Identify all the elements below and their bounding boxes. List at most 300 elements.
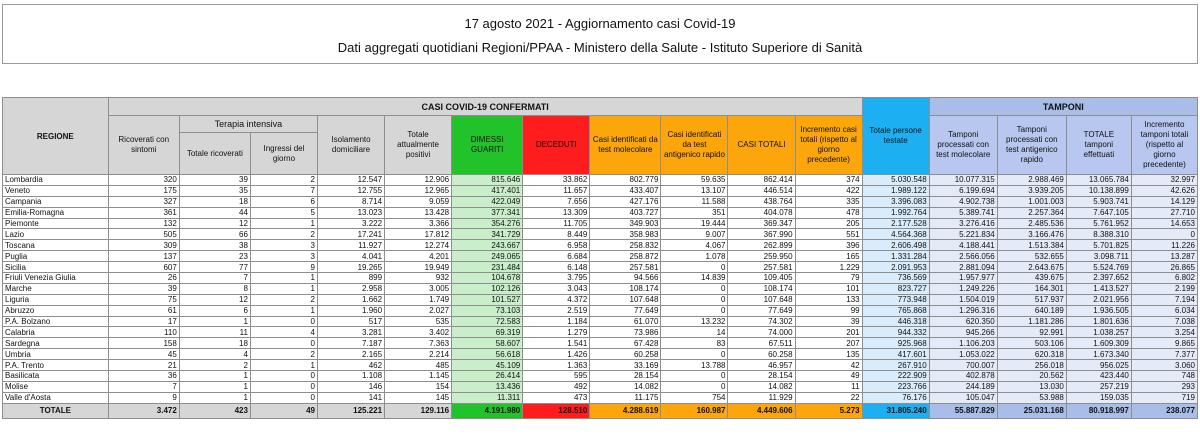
col-header-guariti: DIMESSI GUARITI <box>452 116 523 175</box>
cell-incremento: 1.229 <box>795 262 862 273</box>
cell-incremento: 205 <box>795 218 862 229</box>
cell-positivi: 3.005 <box>385 283 452 294</box>
cell-tamponi-molecolare: 6.199.694 <box>929 185 997 196</box>
cell-molecolare: 94.566 <box>590 273 661 284</box>
cell-casi-totali: 109.405 <box>728 273 795 284</box>
cell-casi-totali: 74.000 <box>728 327 795 338</box>
cell-isolamento: 3.222 <box>317 218 384 229</box>
cell-incremento: 135 <box>795 349 862 360</box>
col-header-tamponi-antigenico: Tamponi processati con test antigenico rapido <box>997 116 1066 175</box>
cell-incremento: 39 <box>795 316 862 327</box>
totals-label: TOTALE <box>3 403 109 418</box>
cell-molecolare: 349.903 <box>590 218 661 229</box>
col-header-testate: Totale persone testate <box>862 98 929 175</box>
cell-tamponi-molecolare: 1.504.019 <box>929 294 997 305</box>
total-tamponi-antigenico: 25.031.168 <box>997 403 1066 418</box>
cell-tamponi-antigenico: 640.189 <box>997 305 1066 316</box>
cell-antigenico: 754 <box>661 392 728 403</box>
cell-ricoverati: 7 <box>108 381 179 392</box>
cell-molecolare: 257.581 <box>590 262 661 273</box>
cell-deceduti: 6.148 <box>523 262 590 273</box>
cell-casi-totali: 862.414 <box>728 175 795 186</box>
cell-tamponi-molecolare: 1.106.203 <box>929 338 997 349</box>
cell-regione: Valle d'Aosta <box>3 392 109 403</box>
cell-deceduti: 11.657 <box>523 185 590 196</box>
cell-ricoverati: 39 <box>108 283 179 294</box>
cell-regione: Veneto <box>3 185 109 196</box>
cell-casi-totali: 107.648 <box>728 294 795 305</box>
cell-incremento: 396 <box>795 240 862 251</box>
cell-positivi: 2.027 <box>385 305 452 316</box>
cell-deceduti: 6.684 <box>523 251 590 262</box>
cell-tamponi-totale: 1.936.505 <box>1066 305 1131 316</box>
cell-regione: Friuli Venezia Giulia <box>3 273 109 284</box>
cell-tamponi-molecolare: 620.350 <box>929 316 997 327</box>
cell-guariti: 13.436 <box>452 381 523 392</box>
cell-molecolare: 73.986 <box>590 327 661 338</box>
cell-regione: Basilicata <box>3 371 109 382</box>
cell-deceduti: 595 <box>523 371 590 382</box>
cell-tamponi-incremento: 7.377 <box>1131 349 1197 360</box>
cell-deceduti: 3.043 <box>523 283 590 294</box>
cell-tamponi-molecolare: 2.566.056 <box>929 251 997 262</box>
cell-tamponi-totale: 5.524.769 <box>1066 262 1131 273</box>
cell-deceduti: 1.184 <box>523 316 590 327</box>
cell-isolamento: 2.165 <box>317 349 384 360</box>
cell-regione: Sardegna <box>3 338 109 349</box>
cell-casi-totali: 74.302 <box>728 316 795 327</box>
cell-ricoverati: 158 <box>108 338 179 349</box>
cell-ricoverati: 9 <box>108 392 179 403</box>
cell-casi-totali: 60.258 <box>728 349 795 360</box>
cell-tamponi-totale: 10.138.899 <box>1066 185 1131 196</box>
cell-testate: 4.564.368 <box>862 229 929 240</box>
cell-incremento: 422 <box>795 185 862 196</box>
cell-antigenico: 14 <box>661 327 728 338</box>
cell-ingressi: 1 <box>250 283 317 294</box>
cell-deceduti: 4.372 <box>523 294 590 305</box>
cell-tamponi-incremento: 9.865 <box>1131 338 1197 349</box>
cell-tamponi-totale: 2.021.956 <box>1066 294 1131 305</box>
cell-tamponi-totale: 423.440 <box>1066 371 1131 382</box>
total-testate: 31.805.240 <box>862 403 929 418</box>
cell-antigenico: 13.232 <box>661 316 728 327</box>
cell-casi-totali: 108.174 <box>728 283 795 294</box>
cell-testate: 944.332 <box>862 327 929 338</box>
cell-testate: 2.606.498 <box>862 240 929 251</box>
cell-ingressi: 0 <box>250 371 317 382</box>
cell-incremento: 79 <box>795 273 862 284</box>
cell-testate: 823.727 <box>862 283 929 294</box>
cell-testate: 925.968 <box>862 338 929 349</box>
cell-tamponi-antigenico: 517.937 <box>997 294 1066 305</box>
cell-antigenico: 0 <box>661 262 728 273</box>
cell-tamponi-incremento: 32.997 <box>1131 175 1197 186</box>
cell-tamponi-antigenico: 620.318 <box>997 349 1066 360</box>
cell-ricoverati: 361 <box>108 207 179 218</box>
total-incremento: 5.273 <box>795 403 862 418</box>
cell-positivi: 3.402 <box>385 327 452 338</box>
cell-guariti: 377.341 <box>452 207 523 218</box>
cell-casi-totali: 404.078 <box>728 207 795 218</box>
cell-molecolare: 67.428 <box>590 338 661 349</box>
cell-tamponi-antigenico: 2.485.536 <box>997 218 1066 229</box>
cell-guariti: 231.484 <box>452 262 523 273</box>
cell-tamponi-totale: 1.673.340 <box>1066 349 1131 360</box>
cell-deceduti: 473 <box>523 392 590 403</box>
cell-testate: 417.601 <box>862 349 929 360</box>
cell-positivi: 12.906 <box>385 175 452 186</box>
cell-incremento: 133 <box>795 294 862 305</box>
table-row <box>3 218 1198 229</box>
cell-testate: 2.177.528 <box>862 218 929 229</box>
table-row <box>3 349 1198 360</box>
cell-positivi: 19.949 <box>385 262 452 273</box>
cell-isolamento: 462 <box>317 360 384 371</box>
cell-antigenico: 351 <box>661 207 728 218</box>
cell-antigenico: 0 <box>661 381 728 392</box>
cell-ingressi: 3 <box>250 240 317 251</box>
cell-casi-totali: 262.899 <box>728 240 795 251</box>
cell-antigenico: 0 <box>661 305 728 316</box>
cell-casi-totali: 446.514 <box>728 185 795 196</box>
cell-ingressi: 1 <box>250 218 317 229</box>
cell-totale-ricoverati: 44 <box>179 207 250 218</box>
cell-tamponi-totale: 3.098.711 <box>1066 251 1131 262</box>
cell-guariti: 243.667 <box>452 240 523 251</box>
cell-guariti: 45.109 <box>452 360 523 371</box>
cell-totale-ricoverati: 1 <box>179 371 250 382</box>
total-casi-totali: 4.449.606 <box>728 403 795 418</box>
cell-positivi: 12.274 <box>385 240 452 251</box>
total-molecolare: 4.288.619 <box>590 403 661 418</box>
cell-totale-ricoverati: 1 <box>179 381 250 392</box>
cell-tamponi-incremento: 13.287 <box>1131 251 1197 262</box>
cell-tamponi-incremento: 3.060 <box>1131 360 1197 371</box>
cell-totale-ricoverati: 2 <box>179 360 250 371</box>
cell-ricoverati: 505 <box>108 229 179 240</box>
cell-ricoverati: 132 <box>108 218 179 229</box>
cell-ingressi: 1 <box>250 360 317 371</box>
col-header-molecolare: Casi identificati da test molecolare <box>590 116 661 175</box>
cell-tamponi-molecolare: 5.221.834 <box>929 229 997 240</box>
cell-ingressi: 0 <box>250 316 317 327</box>
table-row <box>3 327 1198 338</box>
cell-regione: Lazio <box>3 229 109 240</box>
cell-regione: Emilia-Romagna <box>3 207 109 218</box>
cell-testate: 223.766 <box>862 381 929 392</box>
cell-isolamento: 2.958 <box>317 283 384 294</box>
cell-totale-ricoverati: 39 <box>179 175 250 186</box>
cell-tamponi-totale: 2.397.652 <box>1066 273 1131 284</box>
cell-guariti: 58.607 <box>452 338 523 349</box>
cell-tamponi-antigenico: 53.988 <box>997 392 1066 403</box>
cell-regione: Puglia <box>3 251 109 262</box>
cell-tamponi-antigenico: 3.166.476 <box>997 229 1066 240</box>
cell-isolamento: 141 <box>317 392 384 403</box>
cell-antigenico: 0 <box>661 294 728 305</box>
cell-totale-ricoverati: 38 <box>179 240 250 251</box>
cell-isolamento: 3.281 <box>317 327 384 338</box>
cell-deceduti: 8.449 <box>523 229 590 240</box>
cell-guariti: 249.065 <box>452 251 523 262</box>
cell-positivi: 932 <box>385 273 452 284</box>
cell-ricoverati: 309 <box>108 240 179 251</box>
cell-tamponi-totale: 956.025 <box>1066 360 1131 371</box>
cell-testate: 1.331.284 <box>862 251 929 262</box>
table-row <box>3 305 1198 316</box>
cell-ingressi: 0 <box>250 381 317 392</box>
cell-guariti: 56.618 <box>452 349 523 360</box>
cell-tamponi-antigenico: 13.030 <box>997 381 1066 392</box>
cell-incremento: 165 <box>795 251 862 262</box>
cell-isolamento: 4.041 <box>317 251 384 262</box>
table-row <box>3 251 1198 262</box>
cell-positivi: 12.965 <box>385 185 452 196</box>
cell-ricoverati: 45 <box>108 349 179 360</box>
cell-tamponi-molecolare: 1.249.226 <box>929 283 997 294</box>
cell-antigenico: 11.588 <box>661 196 728 207</box>
cell-deceduti: 1.279 <box>523 327 590 338</box>
cell-tamponi-molecolare: 10.077.315 <box>929 175 997 186</box>
cell-deceduti: 1.363 <box>523 360 590 371</box>
cell-ricoverati: 21 <box>108 360 179 371</box>
cell-molecolare: 258.872 <box>590 251 661 262</box>
cell-ingressi: 5 <box>250 207 317 218</box>
cell-totale-ricoverati: 12 <box>179 218 250 229</box>
cell-guariti: 422.049 <box>452 196 523 207</box>
cell-tamponi-incremento: 11.226 <box>1131 240 1197 251</box>
col-header-casi-totali: CASI TOTALI <box>728 116 795 175</box>
cell-guariti: 102.126 <box>452 283 523 294</box>
band-casi-confermati: CASI COVID-19 CONFERMATI <box>108 98 862 116</box>
col-header-totale-ricoverati: Totale ricoverati <box>179 133 250 175</box>
cell-tamponi-incremento: 14.129 <box>1131 196 1197 207</box>
cell-positivi: 7.363 <box>385 338 452 349</box>
cell-tamponi-incremento: 293 <box>1131 381 1197 392</box>
cell-positivi: 3.366 <box>385 218 452 229</box>
cell-ingressi: 9 <box>250 262 317 273</box>
cell-tamponi-totale: 1.413.527 <box>1066 283 1131 294</box>
cell-antigenico: 83 <box>661 338 728 349</box>
cell-positivi: 1.749 <box>385 294 452 305</box>
cell-ingressi: 2 <box>250 294 317 305</box>
cell-molecolare: 107.648 <box>590 294 661 305</box>
cell-incremento: 42 <box>795 360 862 371</box>
table-row <box>3 273 1198 284</box>
col-header-incremento: Incremento casi totali (rispetto al giorno precedente) <box>795 116 862 175</box>
cell-ricoverati: 17 <box>108 316 179 327</box>
cell-tamponi-incremento: 14.653 <box>1131 218 1197 229</box>
cell-tamponi-totale: 1.801.636 <box>1066 316 1131 327</box>
cell-antigenico: 0 <box>661 371 728 382</box>
cell-totale-ricoverati: 4 <box>179 349 250 360</box>
cell-isolamento: 12.755 <box>317 185 384 196</box>
cell-molecolare: 358.983 <box>590 229 661 240</box>
cell-deceduti: 7.656 <box>523 196 590 207</box>
cell-guariti: 11.311 <box>452 392 523 403</box>
cell-regione: Liguria <box>3 294 109 305</box>
cell-incremento: 11 <box>795 381 862 392</box>
cell-totale-ricoverati: 6 <box>179 305 250 316</box>
cell-deceduti: 13.309 <box>523 207 590 218</box>
cell-tamponi-totale: 7.647.105 <box>1066 207 1131 218</box>
cell-deceduti: 3.795 <box>523 273 590 284</box>
cell-casi-totali: 77.649 <box>728 305 795 316</box>
col-header-isolamento: Isolamento domiciliare <box>317 116 384 175</box>
col-header-ricoverati: Ricoverati con sintomi <box>108 116 179 175</box>
cell-guariti: 341.729 <box>452 229 523 240</box>
cell-guariti: 417.401 <box>452 185 523 196</box>
total-antigenico: 160.987 <box>661 403 728 418</box>
cell-isolamento: 8.714 <box>317 196 384 207</box>
cell-antigenico: 19.444 <box>661 218 728 229</box>
cell-regione: Lombardia <box>3 175 109 186</box>
cell-tamponi-incremento: 42.626 <box>1131 185 1197 196</box>
cell-antigenico: 4.067 <box>661 240 728 251</box>
cell-deceduti: 492 <box>523 381 590 392</box>
cell-regione: Campania <box>3 196 109 207</box>
cell-isolamento: 1.662 <box>317 294 384 305</box>
cell-ricoverati: 26 <box>108 273 179 284</box>
cell-antigenico: 59.635 <box>661 175 728 186</box>
table-row <box>3 229 1198 240</box>
cell-totale-ricoverati: 1 <box>179 392 250 403</box>
table-row <box>3 338 1198 349</box>
cell-tamponi-totale: 5.903.741 <box>1066 196 1131 207</box>
cell-tamponi-antigenico: 532.655 <box>997 251 1066 262</box>
cell-positivi: 485 <box>385 360 452 371</box>
table-row <box>3 392 1198 403</box>
cell-molecolare: 33.169 <box>590 360 661 371</box>
cell-ingressi: 2 <box>250 349 317 360</box>
cell-totale-ricoverati: 77 <box>179 262 250 273</box>
cell-casi-totali: 438.764 <box>728 196 795 207</box>
cell-tamponi-incremento: 2.199 <box>1131 283 1197 294</box>
table-row <box>3 185 1198 196</box>
total-tamponi-molecolare: 55.887.829 <box>929 403 997 418</box>
cell-tamponi-molecolare: 244.189 <box>929 381 997 392</box>
cell-tamponi-incremento: 3.254 <box>1131 327 1197 338</box>
cell-isolamento: 1.108 <box>317 371 384 382</box>
cell-antigenico: 13.107 <box>661 185 728 196</box>
cell-isolamento: 517 <box>317 316 384 327</box>
cell-isolamento: 899 <box>317 273 384 284</box>
cell-ingressi: 4 <box>250 327 317 338</box>
cell-tamponi-molecolare: 2.881.094 <box>929 262 997 273</box>
cell-molecolare: 11.175 <box>590 392 661 403</box>
cell-positivi: 13.428 <box>385 207 452 218</box>
cell-isolamento: 7.187 <box>317 338 384 349</box>
cell-guariti: 101.527 <box>452 294 523 305</box>
cell-totale-ricoverati: 7 <box>179 273 250 284</box>
cell-ricoverati: 36 <box>108 371 179 382</box>
cell-regione: Marche <box>3 283 109 294</box>
table-row <box>3 175 1198 186</box>
cell-tamponi-molecolare: 1.957.977 <box>929 273 997 284</box>
cell-molecolare: 61.070 <box>590 316 661 327</box>
cell-tamponi-totale: 257.219 <box>1066 381 1131 392</box>
cell-tamponi-antigenico: 256.018 <box>997 360 1066 371</box>
cell-positivi: 17.812 <box>385 229 452 240</box>
cell-testate: 736.569 <box>862 273 929 284</box>
cell-isolamento: 13.023 <box>317 207 384 218</box>
total-positivi: 129.116 <box>385 403 452 418</box>
cell-regione: Abruzzo <box>3 305 109 316</box>
cell-testate: 773.948 <box>862 294 929 305</box>
cell-ricoverati: 327 <box>108 196 179 207</box>
cell-testate: 2.091.953 <box>862 262 929 273</box>
cell-isolamento: 1.960 <box>317 305 384 316</box>
subheader-terapia-intensiva: Terapia intensiva <box>179 116 317 133</box>
cell-antigenico: 13.788 <box>661 360 728 371</box>
cell-tamponi-molecolare: 1.296.316 <box>929 305 997 316</box>
cell-tamponi-antigenico: 164.301 <box>997 283 1066 294</box>
cell-casi-totali: 67.511 <box>728 338 795 349</box>
cell-tamponi-molecolare: 402.878 <box>929 371 997 382</box>
cell-positivi: 145 <box>385 392 452 403</box>
cell-guariti: 73.103 <box>452 305 523 316</box>
cell-deceduti: 6.958 <box>523 240 590 251</box>
cell-deceduti: 33.862 <box>523 175 590 186</box>
col-header-regione: REGIONE <box>3 98 109 175</box>
cell-isolamento: 146 <box>317 381 384 392</box>
cell-tamponi-molecolare: 700.007 <box>929 360 997 371</box>
cell-deceduti: 2.519 <box>523 305 590 316</box>
cell-tamponi-totale: 5.761.952 <box>1066 218 1131 229</box>
cell-antigenico: 1.078 <box>661 251 728 262</box>
cell-regione: Toscana <box>3 240 109 251</box>
table-row <box>3 196 1198 207</box>
table-row <box>3 360 1198 371</box>
title-box <box>2 4 1198 64</box>
cell-casi-totali: 367.990 <box>728 229 795 240</box>
cell-ricoverati: 61 <box>108 305 179 316</box>
cell-tamponi-molecolare: 1.053.022 <box>929 349 997 360</box>
cell-regione: Molise <box>3 381 109 392</box>
cell-deceduti: 11.705 <box>523 218 590 229</box>
cell-tamponi-molecolare: 5.389.741 <box>929 207 997 218</box>
total-totale-ricoverati: 423 <box>179 403 250 418</box>
cell-ricoverati: 320 <box>108 175 179 186</box>
cell-testate: 267.910 <box>862 360 929 371</box>
table-row <box>3 316 1198 327</box>
cell-positivi: 1.145 <box>385 371 452 382</box>
cell-totale-ricoverati: 11 <box>179 327 250 338</box>
cell-casi-totali: 14.082 <box>728 381 795 392</box>
cell-tamponi-incremento: 719 <box>1131 392 1197 403</box>
cell-molecolare: 433.407 <box>590 185 661 196</box>
cell-casi-totali: 11.929 <box>728 392 795 403</box>
cell-tamponi-antigenico: 92.991 <box>997 327 1066 338</box>
cell-testate: 1.992.764 <box>862 207 929 218</box>
cell-tamponi-antigenico: 2.988.469 <box>997 175 1066 186</box>
cell-incremento: 99 <box>795 305 862 316</box>
table-body <box>3 175 1198 404</box>
cell-tamponi-incremento: 0 <box>1131 229 1197 240</box>
total-tamponi-totale: 80.918.997 <box>1066 403 1131 418</box>
cell-positivi: 535 <box>385 316 452 327</box>
cell-testate: 5.030.548 <box>862 175 929 186</box>
page-title: 17 agosto 2021 - Aggiornamento casi Covid-19 <box>464 16 736 31</box>
cell-tamponi-incremento: 26.865 <box>1131 262 1197 273</box>
col-header-tamponi-incremento: Incremento tamponi totali (rispetto al giorno precedente) <box>1131 116 1197 175</box>
cell-incremento: 335 <box>795 196 862 207</box>
cell-totale-ricoverati: 1 <box>179 316 250 327</box>
total-tamponi-incremento: 238.077 <box>1131 403 1197 418</box>
cell-tamponi-antigenico: 1.181.286 <box>997 316 1066 327</box>
cell-ingressi: 6 <box>250 196 317 207</box>
